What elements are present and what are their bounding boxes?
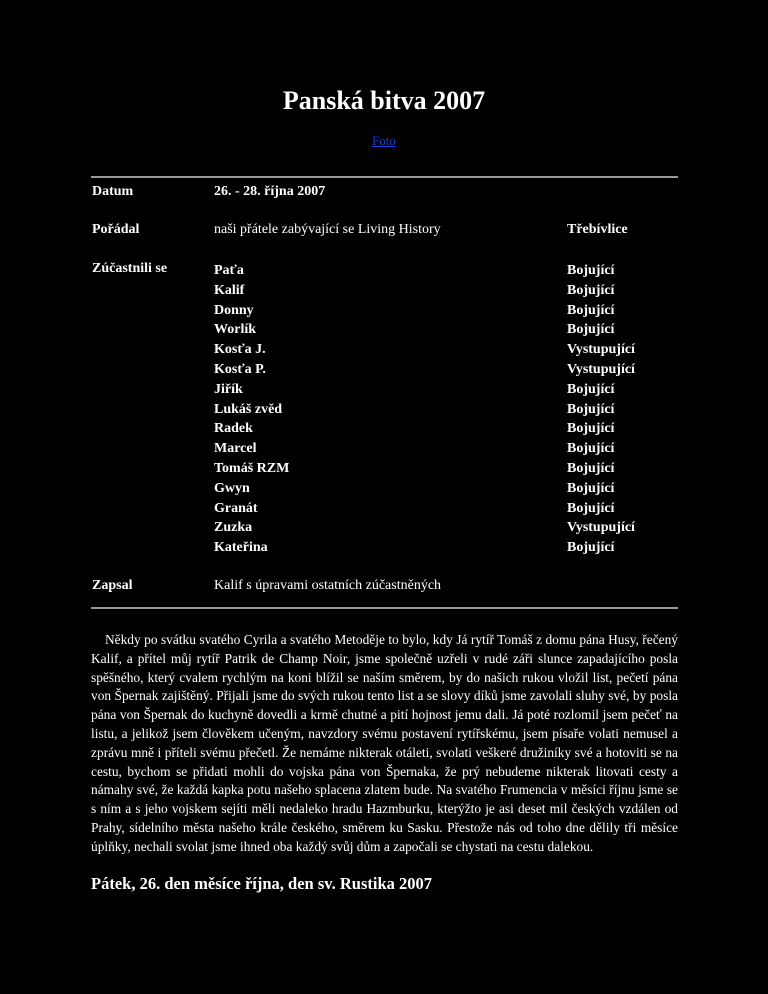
zapsal-value: Kalif s úpravami ostatních zúčastněných (214, 578, 442, 593)
participant-name: Lukáš zvěd (214, 401, 283, 417)
participant-name: Tomáš RZM (214, 460, 290, 476)
participant-name: Donny (214, 302, 254, 318)
participant-role: Bojující (567, 500, 615, 516)
participant-role: Bojující (567, 381, 615, 397)
participant-name: Marcel (214, 441, 257, 457)
section-heading: Pátek, 26. den měsíce října, den sv. Rustika 2007 (91, 874, 433, 893)
datum-label: Datum (92, 184, 134, 199)
poradal-value: naši přátele zabývající se Living History (214, 222, 441, 237)
participant-name: Kosťa P. (214, 361, 266, 377)
participant-role: Bojující (567, 401, 615, 417)
participant-name: Jiřík (214, 381, 243, 397)
participant-role: Bojující (567, 282, 615, 298)
participant-role: Bojující (567, 441, 615, 457)
participant-role: Bojující (567, 540, 615, 556)
foto-link[interactable]: Foto (372, 133, 396, 148)
top-divider (91, 176, 678, 178)
participant-name: Kosťa J. (214, 342, 266, 358)
poradal-label: Pořádal (92, 222, 140, 237)
participant-role: Vystupující (567, 342, 635, 358)
page-title: Panská bitva 2007 (282, 86, 486, 115)
poradal-place: Třebívlice (567, 222, 628, 237)
datum-value: 26. - 28. října 2007 (214, 184, 326, 199)
participant-name: Paťa (214, 263, 244, 278)
foto-link-container (0, 133, 768, 149)
participant-name: Radek (214, 421, 253, 437)
story-paragraph: Někdy po svátku svatého Cyrila a svatého Metoděje to bylo, kdy Já rytíř Tomáš z domu pána Husy, řečený Kalif, a přítel můj rytíř Patrik de Champ Noir, jsme společně uzřeli v rudé záři slunce zapadajícího posla spěšného, který cvalem rychlým na koni blížil se naším směrem, by do našich rukou vložil list, pečetí pána von Špernak zajištěný. Přijali jsme do svých rukou tento list a se slovy díků jsme zavolali sluhy své, by posla pána von Špernak do kuchyně dovedli a krmě chutné a pití hojnost jemu dali. Já poté rozlomil jsem pečeť na listu, a jelikož jsem člověkem učeným, navzdory svému postavení rytířskému, jsem písaře volati nemusel a zprávu mně i příteli svému přečetl. Že nemáme nikterak otáleti, svolati veškeré družiníky své a hotoviti se na cestu, bychom se přidati mohli do vojska pána von Špernaka, že prý nebudeme nikterak litovati cesty a námahy své, že každá kapka potu našeho splacena zlatem bude. Na svatého Frumencia v měsíci říjnu jsme se s ním a s jeho vojskem sejíti měli nedaleko hradu Hazmburku, kterýžto je asi deset mil českých vzdálen od Prahy, sídelního města našeho krále českého, směrem ku Sasku. Přestože nás od toho dne dělily tři měsíce úplňky, nechali svolat jsme ihned oba každý svůj dům a započali se chystati na cestu dalekou. (91, 632, 678, 854)
participant-role: Bojující (567, 322, 615, 338)
zucastnili-label: Zúčastnili se (92, 261, 168, 276)
participant-role: Bojující (567, 421, 615, 437)
zapsal-label: Zapsal (92, 578, 133, 593)
bottom-divider (91, 607, 678, 609)
participant-names (214, 261, 289, 558)
participant-role: Bojující (567, 263, 615, 278)
participant-role: Bojující (567, 460, 615, 476)
participant-role: Vystupující (567, 520, 635, 536)
participant-role: Vystupující (567, 361, 635, 377)
participant-name: Worlík (214, 322, 257, 338)
participant-name: Zuzka (214, 520, 253, 536)
participant-role: Bojující (567, 480, 615, 496)
participant-roles (567, 261, 635, 558)
participant-role: Bojující (567, 302, 615, 318)
participant-name: Gwyn (214, 480, 250, 496)
participant-name: Granát (214, 500, 258, 516)
participant-name: Kateřina (214, 540, 268, 556)
participant-name: Kalif (214, 282, 245, 298)
